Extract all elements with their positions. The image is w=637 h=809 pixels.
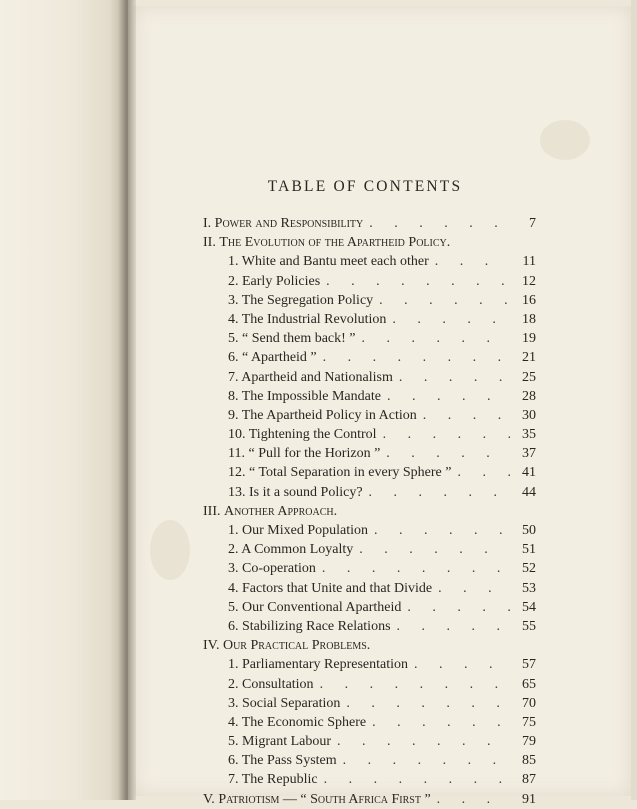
page-number: 11 [522,254,536,270]
page-number: 21 [522,350,536,366]
entry-label [228,751,337,770]
page-title: TABLE OF CONTENTS [267,178,463,195]
entry-number: 9. [228,407,239,423]
entry-label [228,770,318,789]
dot-leader [353,540,510,559]
page-number: 79 [522,734,536,750]
entry-label [228,425,377,444]
toc-entry-row [203,444,536,463]
entry-title: “ Pull for the Horizon ” [248,446,381,462]
page-number: 51 [522,542,536,558]
toc-entry-row [203,425,536,444]
page-number: 52 [522,561,536,577]
entry-title: “ Total Separation in every Sphere ” [249,465,452,481]
page-number: 53 [522,580,536,596]
page-number: 44 [522,484,536,500]
page-number: 7 [529,216,536,231]
dot-leader [318,770,510,789]
toc-entry-row [203,655,536,674]
entry-title: Migrant Labour [242,734,332,750]
dot-leader [391,617,510,636]
toc-entry-row [203,368,536,387]
gutter-shadow [118,0,136,800]
entry-title: Tightening the Control [248,427,377,443]
entry-number: 13. [228,484,246,500]
toc-entry-row [203,694,536,713]
dot-leader [366,713,510,732]
section-title: Another Approach. [224,503,338,519]
entry-label [228,732,331,751]
dot-leader [331,732,510,751]
toc-section-row [203,636,536,655]
entry-label [228,713,366,732]
section-numeral: II. [203,235,216,251]
dot-leader [401,598,510,617]
toc-entry-row [203,559,536,578]
entry-number: 6. [228,753,239,769]
page-number: 30 [522,407,536,423]
entry-title: Our Mixed Population [242,523,368,538]
page-number: 54 [522,599,536,615]
entry-number: 1. [228,523,239,538]
toc-entry-row [203,463,536,482]
page-number: 50 [522,523,536,538]
entry-label [228,329,356,348]
section-label [203,214,363,233]
entry-label [228,348,317,367]
section-label [203,233,450,252]
entry-title: White and Bantu meet each other [241,254,429,270]
entry-title: Our Conventional Apartheid [242,599,402,615]
entry-title: Stabilizing Race Relations [242,618,391,634]
dot-leader [429,252,510,271]
entry-title: Factors that Unite and that Divide [242,580,433,596]
toc-entry-row [203,732,536,751]
entry-title: The Economic Sphere [241,714,367,730]
toc-section-row [203,233,536,252]
entry-title: “ Apartheid ” [242,350,317,366]
entry-number: 4. [228,714,239,730]
entry-label [228,291,373,310]
entry-number: 2. [228,273,239,289]
dot-leader [431,790,510,809]
entry-label [228,406,417,425]
toc-entry-row [203,387,536,406]
toc-section-row [203,790,536,809]
toc-entry-row [203,675,536,694]
toc-entry-row [203,329,536,348]
entry-title: The Impossible Mandate [241,388,381,404]
dot-leader [386,310,510,329]
entry-label [228,598,401,617]
section-numeral: III. [203,503,221,519]
section-numeral: IV. [203,638,220,654]
entry-number: 3. [228,695,239,711]
entry-number: 3. [228,561,239,577]
entry-number: 10. [228,427,246,443]
entry-title: Consultation [242,676,314,692]
entry-number: 4. [228,580,239,596]
entry-title: Co-operation [242,561,316,577]
dot-leader [408,655,510,674]
entry-title: The Apartheid Policy in Action [241,407,417,423]
entry-number: 3. [228,292,239,308]
dot-leader [368,521,510,540]
entry-number: 6. [228,350,239,366]
dot-leader [320,272,510,291]
page-number: 41 [522,465,536,481]
entry-number: 1. [228,657,239,673]
toc-entry-row [203,598,536,617]
dot-leader [314,675,510,694]
dot-leader [381,387,510,406]
entry-number: 7. [228,772,239,788]
section-label [203,636,370,655]
entry-label [228,617,391,636]
entry-label [228,694,340,713]
entry-title: The Segregation Policy [241,292,374,308]
section-title: The Evolution of the Apartheid Policy. [219,235,451,251]
dot-leader [356,329,510,348]
entry-title: “ Send them back! ” [242,331,356,347]
toc-entry-row [203,713,536,732]
dot-leader [393,368,510,387]
section-title: Patriotism — “ South Africa First ” [218,791,431,807]
dot-leader [373,291,510,310]
entry-label [228,310,386,329]
entry-number: 4. [228,311,239,327]
entry-label [228,463,451,482]
dot-leader [316,559,510,578]
entry-number: 5. [228,734,239,750]
section-label [203,790,431,809]
book-gutter [0,0,128,800]
entry-label [228,444,380,463]
toc-entry-row [203,617,536,636]
page-number: 87 [522,772,536,788]
dot-leader [363,214,510,233]
page-number: 57 [522,657,536,673]
entry-title: Parliamentary Representation [242,657,408,673]
section-numeral: V. [203,791,215,807]
page-edge [631,0,637,800]
dot-leader [432,579,510,598]
toc-entry-row [203,751,536,770]
paper-stain [150,520,190,580]
page-number: 35 [522,427,536,443]
entry-number: 5. [228,331,239,347]
dot-leader [340,694,510,713]
toc-entry-row [203,540,536,559]
toc-entry-row [203,291,536,310]
dot-leader [451,463,510,482]
entry-label [228,483,363,502]
dot-leader [363,483,510,502]
toc-entry-row [203,770,536,789]
toc-entry-row [203,272,536,291]
page-number: 85 [522,753,536,769]
section-title: Our Practical Problems. [222,638,371,654]
entry-number: 5. [228,599,239,615]
toc-entry-row [203,348,536,367]
page-number: 25 [522,369,536,385]
toc-entry-row [203,406,536,425]
entry-number: 12. [228,465,246,481]
dot-leader [317,348,510,367]
entry-title: Early Policies [242,273,321,289]
toc-entry-row [203,310,536,329]
entry-label [228,368,393,387]
toc-entry-row [203,483,536,502]
section-label [203,502,337,521]
page-number: 65 [522,676,536,692]
section-title: Power and Responsibility [214,216,364,231]
page-number: 16 [522,292,536,308]
section-numeral: I. [203,216,212,231]
entry-label [228,272,320,291]
entry-title: The Pass System [241,753,337,769]
entry-number: 11. [228,446,245,462]
page-number: 18 [522,311,536,327]
page-number: 91 [522,791,536,807]
entry-label [228,655,408,674]
entry-label [228,579,432,598]
entry-label [228,387,381,406]
entry-label [228,559,316,578]
toc-entry-row [203,521,536,540]
dot-leader [417,406,510,425]
page-number: 37 [522,446,536,462]
entry-number: 2. [228,542,239,558]
toc-entry-row [203,579,536,598]
entry-label [228,521,368,540]
entry-number: 7. [228,369,239,385]
entry-label [228,675,314,694]
page-number: 70 [522,695,536,711]
toc-section-row [203,502,536,521]
entry-title: Social Separation [242,695,341,711]
dot-leader [377,425,510,444]
table-of-contents [203,214,536,809]
entry-title: The Industrial Revolution [241,311,387,327]
entry-title: A Common Loyalty [241,542,354,558]
entry-number: 1. [228,254,239,270]
entry-number: 8. [228,388,239,404]
dot-leader [380,444,510,463]
page-number: 55 [522,618,536,634]
entry-number: 2. [228,676,239,692]
entry-label [228,252,429,271]
entry-number: 6. [228,618,239,634]
page-number: 28 [522,388,536,404]
page-number: 12 [522,273,536,289]
toc-section-row [203,214,536,233]
toc-entry-row [203,252,536,271]
entry-label [228,540,353,559]
entry-title: Is it a sound Policy? [249,484,363,500]
page-number: 19 [522,331,536,347]
entry-title: The Republic [241,772,318,788]
paper-stain [540,120,590,160]
entry-title: Apartheid and Nationalism [241,369,393,385]
page-number: 75 [522,714,536,730]
dot-leader [337,751,510,770]
